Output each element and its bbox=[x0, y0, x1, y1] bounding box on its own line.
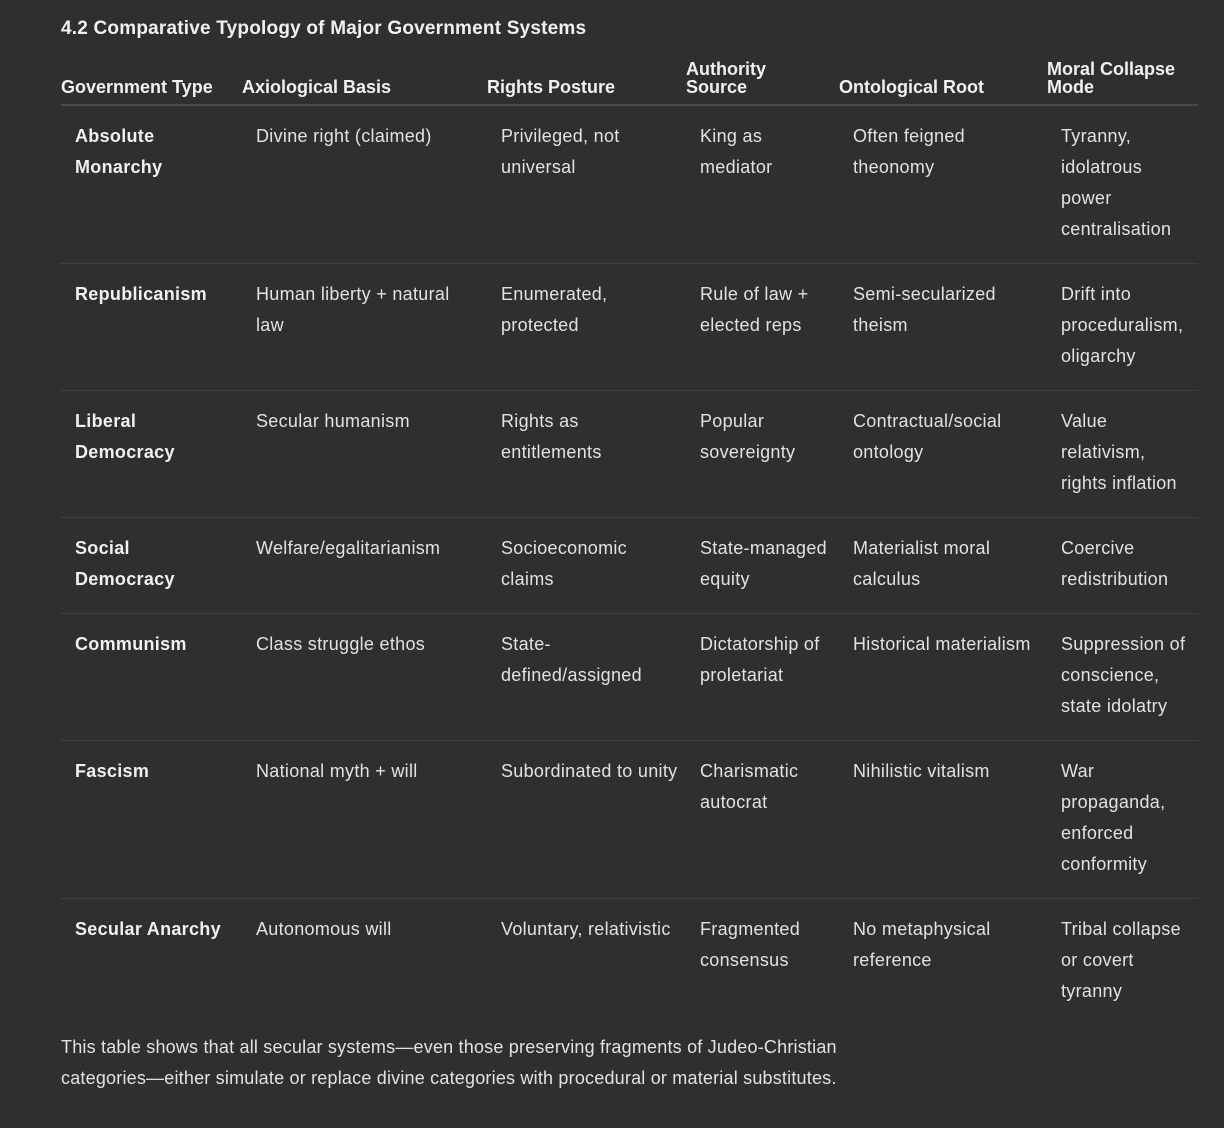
rights-posture-cell: Subordinated to unity bbox=[487, 741, 686, 899]
rights-posture-cell: Enumerated, protected bbox=[487, 264, 686, 391]
ontological-root-cell: Historical materialism bbox=[839, 614, 1047, 741]
ontological-root-cell: Contractual/social ontology bbox=[839, 391, 1047, 518]
government-type-cell: Liberal Democracy bbox=[61, 391, 242, 518]
table-header-row bbox=[61, 60, 1198, 105]
moral-collapse-mode-cell: Suppression of conscience, state idolatry bbox=[1047, 614, 1198, 741]
column-header-ontological-root: Ontological Root bbox=[839, 60, 1047, 105]
rights-posture-cell: Voluntary, relativistic bbox=[501, 919, 671, 939]
moral-collapse-mode-cell: Tribal collapse or covert tyranny bbox=[1061, 919, 1181, 1001]
ontological-root-cell: Materialist moral calculus bbox=[839, 518, 1047, 614]
government-type-cell: Republicanism bbox=[61, 264, 242, 391]
authority-source-cell: State-managed equity bbox=[686, 518, 839, 614]
axiological-basis-cell: Divine right (claimed) bbox=[242, 105, 487, 264]
column-header-government-type: Government Type bbox=[61, 60, 242, 105]
column-header-axiological-basis: Axiological Basis bbox=[242, 60, 487, 105]
axiological-basis-cell: National myth + will bbox=[242, 741, 487, 899]
table-row bbox=[61, 899, 1198, 1026]
moral-collapse-mode-cell: Coercive redistribution bbox=[1047, 518, 1198, 614]
axiological-basis-cell: Welfare/egalitarianism bbox=[242, 518, 487, 614]
authority-source-cell: Fragmented consensus bbox=[700, 919, 801, 970]
government-type-cell: Absolute Monarchy bbox=[61, 105, 242, 264]
table-row bbox=[61, 741, 1198, 899]
ontological-root-cell: Nihilistic vitalism bbox=[839, 741, 1047, 899]
rights-posture-cell: State-defined/assigned bbox=[487, 614, 686, 741]
authority-source-cell: Charismatic autocrat bbox=[686, 741, 839, 899]
authority-source-cell: Rule of law + elected reps bbox=[686, 264, 839, 391]
section-title: 4.2 Comparative Typology of Major Government Systems bbox=[61, 18, 587, 39]
table-row bbox=[61, 614, 1198, 741]
government-type-cell: Fascism bbox=[61, 741, 242, 899]
moral-collapse-mode-cell: War propaganda, enforced conformity bbox=[1047, 741, 1198, 899]
ontological-root-cell: No metaphysical reference bbox=[853, 919, 991, 970]
moral-collapse-mode-cell: Value relativism, rights inflation bbox=[1047, 391, 1198, 518]
table-row bbox=[61, 518, 1198, 614]
rights-posture-cell: Socioeconomic claims bbox=[487, 518, 686, 614]
government-type-cell: Social Democracy bbox=[61, 518, 242, 614]
table-row bbox=[61, 391, 1198, 518]
authority-source-cell: Popular sovereignty bbox=[686, 391, 839, 518]
table-row bbox=[61, 105, 1198, 264]
table-footnote: This table shows that all secular systems—even those preserving fragments of Judeo-Christian categories—either simulate or replace divine categories with procedural or material substitutes. bbox=[61, 1037, 837, 1088]
rights-posture-cell: Privileged, not universal bbox=[487, 105, 686, 264]
axiological-basis-cell: Human liberty + natural law bbox=[242, 264, 487, 391]
moral-collapse-mode-cell: Drift into proceduralism, oligarchy bbox=[1047, 264, 1198, 391]
axiological-basis-cell: Secular humanism bbox=[242, 391, 487, 518]
government-type-cell: Secular Anarchy bbox=[75, 919, 221, 939]
column-header-moral-collapse-mode: Moral Collapse Mode bbox=[1047, 60, 1198, 105]
column-header-authority-source: Authority Source bbox=[686, 60, 839, 105]
authority-source-cell: King as mediator bbox=[686, 105, 839, 264]
table-row bbox=[61, 264, 1198, 391]
ontological-root-cell: Often feigned theonomy bbox=[839, 105, 1047, 264]
rights-posture-cell: Rights as entitlements bbox=[487, 391, 686, 518]
axiological-basis-cell: Autonomous will bbox=[256, 919, 392, 939]
government-type-cell: Communism bbox=[61, 614, 242, 741]
moral-collapse-mode-cell: Tyranny, idolatrous power centralisation bbox=[1047, 105, 1198, 264]
authority-source-cell: Dictatorship of proletariat bbox=[686, 614, 839, 741]
column-header-rights-posture: Rights Posture bbox=[487, 60, 686, 105]
ontological-root-cell: Semi-secularized theism bbox=[839, 264, 1047, 391]
axiological-basis-cell: Class struggle ethos bbox=[242, 614, 487, 741]
typology-table bbox=[61, 60, 1198, 1025]
